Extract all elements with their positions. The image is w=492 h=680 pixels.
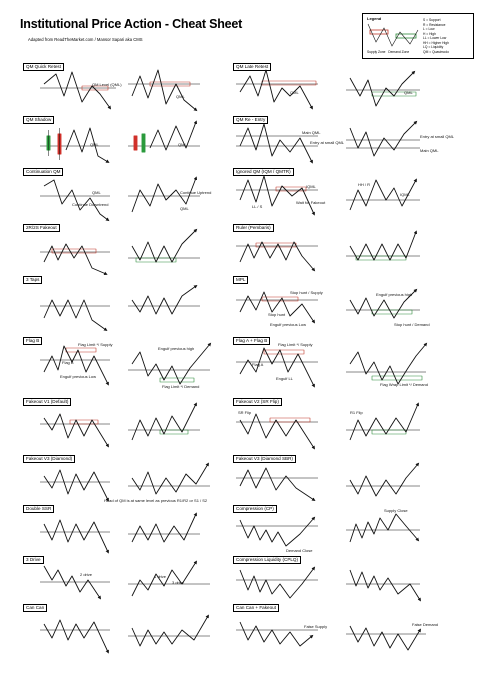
chart-fakeout-v3-a (40, 470, 110, 500)
chart-2r2s-fakeout-b (128, 230, 200, 262)
chart-3-taps-b (128, 286, 200, 314)
chart-continuation-qm-b (128, 178, 200, 212)
section-label-fakeout-v1: Fakeout V1 (Default) (23, 398, 71, 406)
annotation-false-demand: False Demand (412, 622, 439, 627)
annotation-qml-6: QML (92, 190, 101, 195)
annotation-continue-uptrend: Continue Uptrend (180, 190, 212, 195)
chart-qm-shadow-b (128, 122, 200, 152)
legend-demand-label: Demand Zone (388, 50, 410, 54)
section-label-3-drive: 3 Drive (23, 556, 44, 564)
chart-qm-quick-retest-b (128, 70, 200, 110)
section-label-double-ssr: Double SSR (23, 505, 54, 513)
chart-ruler-b (346, 232, 420, 260)
chart-fakeout-v1-a (40, 414, 110, 446)
section-label-ruler: Ruler (Pembaris) (233, 224, 274, 232)
annotation-head-note: Head of QM is at same level as previous R1/R2 or S1 / S2 (104, 498, 208, 503)
annotation-qml-5: QML (178, 142, 187, 147)
legend-item: S = Support (423, 18, 441, 22)
annotation-qml-7: QML (180, 206, 189, 211)
legend-item: H = High (423, 31, 436, 36)
chart-cplq-b (346, 570, 420, 600)
section-label-ignored-qm: Ignored QM (IQM / QMTR) (233, 168, 294, 176)
annotation-flag-wrap: Flag Wrap Limit */ Demand (380, 382, 428, 387)
chart-fakeout-v3-sbr-a (236, 468, 318, 500)
section-label-can-can: Can Can (23, 604, 47, 612)
annotation-iqml-2: IQML (400, 192, 410, 197)
chart-cplq-a (236, 568, 318, 598)
chart-double-ssr-b (128, 514, 200, 542)
section-label-mpl: MPL (233, 276, 248, 284)
section-label-can-can-fakeout: Can Can + Fakeout (233, 604, 279, 612)
annotation-entry-small-qml: Entry at small QML (310, 140, 345, 145)
chart-fakeout-v3-sbr-b (346, 464, 420, 496)
annotation-qml-3: QML (404, 90, 413, 95)
chart-can-can-fakeout-b (346, 626, 426, 650)
chart-3-drive-b (128, 562, 210, 596)
annotation-qml-4: QML (90, 142, 99, 147)
legend-item: LQ = Liquidity (423, 45, 444, 49)
section-label-fakeout-v2: Fakeout V2 (SR Flip) (233, 398, 282, 406)
section-label-fakeout-v3: Fakeout V3 (Diamond) (23, 455, 75, 463)
annotation-engulf-prev-low-2: Engulf previous Low (60, 374, 97, 379)
chart-can-can-a (40, 620, 110, 652)
annotation-main-qml: Main QML (302, 130, 321, 135)
chart-continuation-qm-a (40, 180, 110, 220)
annotation-entry-at-small: Entry at small QML (420, 134, 455, 139)
section-label-compression: Compression (CP) (233, 505, 277, 513)
annotation-1-drive: 1 drive (154, 574, 167, 579)
annotation-false-supply: False Supply (304, 624, 328, 629)
annotation-supply-close: Supply Close (384, 508, 408, 513)
legend-item: QM = Quasimodo (423, 49, 449, 54)
annotation-engulf-prev-high: Engulf previous high (376, 292, 413, 297)
section-label-qm-shadow: QM Shadow (23, 116, 54, 124)
annotation-qm-level: QM Level (QML) (92, 82, 122, 87)
chart-compression-a (236, 518, 318, 546)
chart-3-taps-a (40, 300, 110, 330)
section-label-flag-a-flag-b: Flag A + Flag B (233, 337, 270, 345)
legend-title: Legend (367, 16, 382, 21)
chart-qm-re-entry-b (346, 122, 420, 156)
annotation-wait-fakeout: Wait for Fakeout (296, 200, 326, 205)
legend-item: R = Resistance (423, 22, 446, 27)
chart-qm-quick-retest-a (40, 72, 116, 108)
section-label-flag-b: Flag B (23, 337, 42, 345)
annotation-ll-s: LL / S (252, 204, 263, 209)
annotation-3-drive: 3 drive (172, 580, 185, 585)
page-title: Institutional Price Action - Cheat Sheet (20, 17, 243, 31)
page-subtitle: Adapted from ReadTheMarket.com / Mansor Sapari aka CMS (28, 37, 143, 42)
annotation-qml-2: QML (290, 90, 299, 95)
chart-3-drive-a (40, 566, 110, 598)
annotation-flag-limit-supply-2: Flag Limit */ Supply (278, 342, 313, 347)
chart-qm-shadow-a (40, 128, 110, 162)
chart-fakeout-v3-b (128, 464, 210, 494)
section-label-qm-late-retest: QM Late Retest (233, 63, 271, 71)
chart-compression-b (346, 514, 420, 542)
annotation-engulf-prev-low: Engulf previous Low (270, 322, 307, 327)
annotation-stop-hunt-demand: Stop hunt / Demand (394, 322, 430, 327)
annotation-stop-hunt: Stop hunt (268, 312, 286, 317)
annotation-sr-flip: SR Flip (238, 410, 252, 415)
legend-item: L = Low (423, 27, 435, 31)
chart-double-ssr-a (40, 520, 110, 552)
annotation-continue-downtrend: Continue Downtrend (72, 202, 109, 207)
legend-item: LL = Lower Low (423, 36, 447, 40)
annotation-flag-limit-demand: Flag Limit */ Demand (162, 384, 200, 389)
legend-item: HH = Higher High (423, 40, 449, 45)
chart-mpl-a (236, 292, 318, 322)
chart-2r2s-fakeout-a (40, 244, 110, 274)
section-label-3-taps: 3 Taps (23, 276, 42, 284)
chart-can-can-b (128, 616, 210, 646)
annotation-main-qml-2: Main QML (420, 148, 439, 153)
section-label-qm-quick-retest: QM Quick Retest (23, 63, 64, 71)
annotation-hh-r: HH / R (358, 182, 370, 187)
annotation-engulf-ll: Engulf LL (276, 376, 293, 381)
section-label-fakeout-v3-sbr: Fakeout V3 (Diamond SBR) (233, 455, 296, 463)
chart-qm-late-retest-b (346, 72, 420, 106)
annotation-flag-limit-supply: Flag Limit */ Supply (78, 342, 113, 347)
section-label-continuation-qm: Continuation QM (23, 168, 63, 176)
annotation-flag-a: Flag A (252, 362, 264, 367)
annotation-stop-hunt-supply: Stop hunt / Supply (290, 290, 323, 295)
chart-fakeout-v2-a (236, 414, 318, 448)
chart-flag-ab-b (346, 344, 426, 384)
annotation-r1-flip: R1 Flip (350, 410, 363, 415)
section-label-2r2s-fakeout: 2R/2S Fakeout (23, 224, 60, 232)
annotation-2-drive: 2 drive (80, 572, 93, 577)
chart-ignored-qm-a (236, 176, 318, 214)
chart-ruler-a (236, 242, 318, 270)
annotation-engulf-prev-high-2: Engulf previous high (158, 346, 195, 351)
chart-qm-late-retest-a (236, 70, 318, 108)
chart-fakeout-v1-b (128, 404, 200, 440)
annotation-flag-b: Flag B (62, 360, 74, 365)
section-label-compression-liquidity: Compression Liquidity (CPLQ) (233, 556, 301, 564)
section-label-qm-re-entry: QM Re - Entry (233, 116, 268, 124)
legend-supply-label: Supply Zone (367, 50, 386, 54)
annotation-demand-close: Demand Close (286, 548, 313, 553)
annotation-qml-1: QML (176, 94, 185, 99)
annotation-iqml-1: IQML (306, 184, 316, 189)
